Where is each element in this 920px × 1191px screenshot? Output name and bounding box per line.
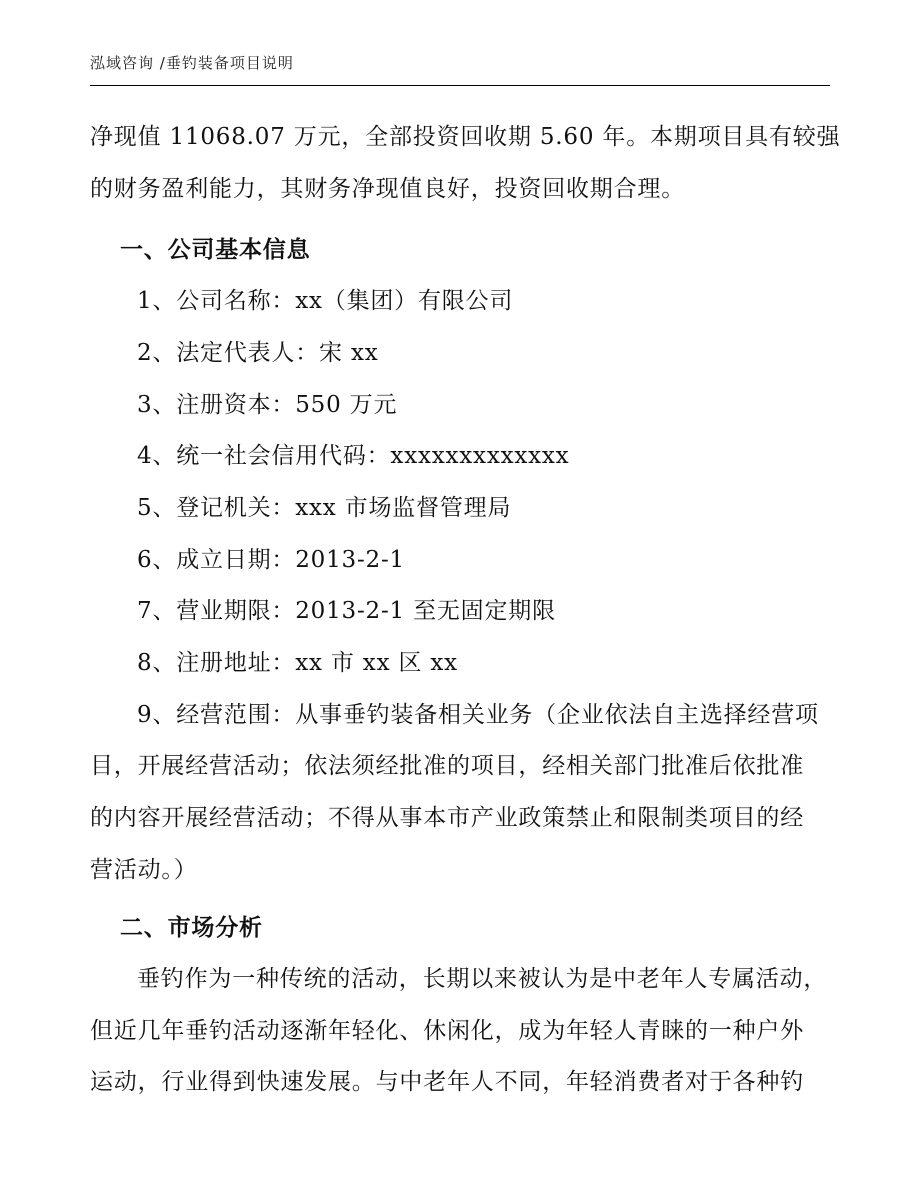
info-item-founded: 6、成立日期：2013-2-1 (137, 547, 405, 573)
paragraph-line: 净现值 11068.07 万元，全部投资回收期 5.60 年。本期项目具有较强 (90, 124, 841, 150)
info-item-company-name: 1、公司名称：xx（集团）有限公司 (137, 288, 514, 314)
info-item-term: 7、营业期限：2013-2-1 至无固定期限 (137, 598, 556, 624)
info-item-scope-continuation: 的内容开展经营活动；不得从事本市产业政策禁止和限制类项目的经 (90, 805, 804, 831)
section-heading: 一、公司基本信息 (120, 236, 311, 263)
info-item-address: 8、注册地址：xx 市 xx 区 xx (137, 650, 458, 676)
page-header: 泓域咨询 /垂钓装备项目说明 (90, 54, 294, 72)
header-divider (90, 85, 830, 86)
paragraph-line: 运动，行业得到快速发展。与中老年人不同，年轻消费者对于各种钓 (90, 1069, 804, 1095)
info-item-scope-continuation: 营活动。） (90, 857, 198, 883)
info-item-registry: 5、登记机关：xxx 市场监督管理局 (137, 495, 512, 521)
paragraph-line: 的财务盈利能力，其财务净现值良好，投资回收期合理。 (90, 176, 685, 202)
info-item-scope: 9、经营范围：从事垂钓装备相关业务（企业依法自主选择经营项 (137, 702, 819, 728)
info-item-credit-code: 4、统一社会信用代码：xxxxxxxxxxxxx (137, 443, 570, 469)
info-item-scope-continuation: 目，开展经营活动；依法须经批准的项目，经相关部门批准后依批准 (90, 753, 804, 779)
paragraph-line: 但近几年垂钓活动逐渐年轻化、休闲化，成为年轻人青睐的一种户外 (90, 1018, 804, 1044)
info-item-legal-rep: 2、法定代表人：宋 xx (137, 340, 379, 366)
section-heading: 二、市场分析 (120, 914, 263, 941)
info-item-capital: 3、注册资本：550 万元 (137, 392, 398, 418)
paragraph-line: 垂钓作为一种传统的活动，长期以来被认为是中老年人专属活动， (137, 966, 828, 992)
